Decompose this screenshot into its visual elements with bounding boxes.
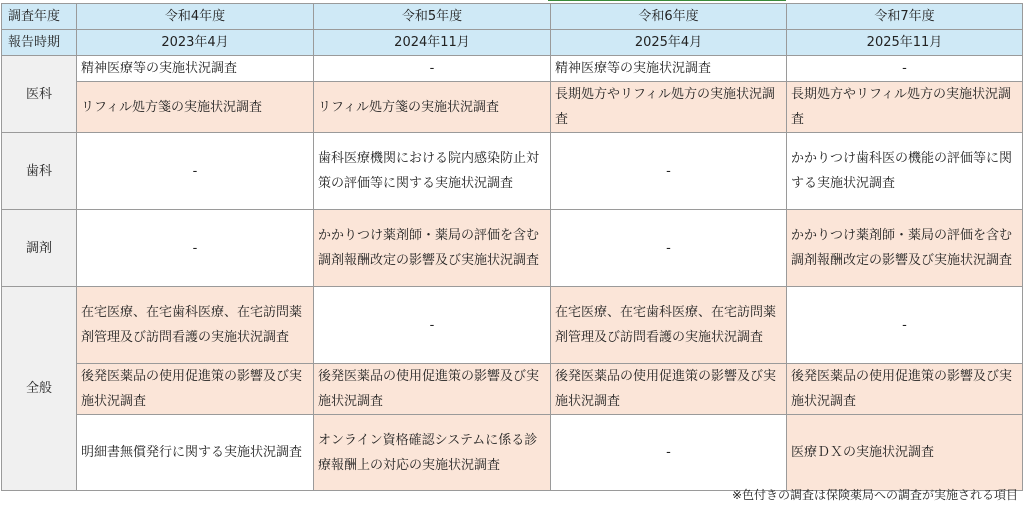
- table-cell: オンライン資格確認システムに係る診療報酬上の対応の実施状況調査: [314, 415, 551, 491]
- table-cell: 精神医療等の実施状況調査: [551, 56, 787, 82]
- table-row: [2, 287, 1023, 364]
- table-row: [2, 133, 1023, 210]
- header-period: 2023年4月: [77, 30, 314, 56]
- header-label-period: 報告時期: [2, 30, 77, 56]
- table-cell: 長期処方やリフィル処方の実施状況調査: [551, 82, 787, 133]
- table-cell: -: [787, 287, 1023, 364]
- table-cell: リフィル処方箋の実施状況調査: [314, 82, 551, 133]
- table-row: [2, 82, 1023, 133]
- category-cell-general: 全般: [2, 287, 77, 491]
- footnote: ※色付きの調査は保険薬局への調査が実施される項目: [731, 488, 1018, 502]
- table-cell: 医療ＤＸの実施状況調査: [787, 415, 1023, 491]
- table-cell: -: [77, 210, 314, 287]
- table-cell: 長期処方やリフィル処方の実施状況調査: [787, 82, 1023, 133]
- table-cell: かかりつけ歯科医の機能の評価等に関する実施状況調査: [787, 133, 1023, 210]
- table-cell: 在宅医療、在宅歯科医療、在宅訪問薬剤管理及び訪問看護の実施状況調査: [77, 287, 314, 364]
- table-cell: 後発医薬品の使用促進策の影響及び実施状況調査: [787, 364, 1023, 415]
- category-cell-dental: 歯科: [2, 133, 77, 210]
- header-period: 2024年11月: [314, 30, 551, 56]
- category-cell-medical: 医科: [2, 56, 77, 133]
- table-row: [2, 364, 1023, 415]
- table-cell: リフィル処方箋の実施状況調査: [77, 82, 314, 133]
- table-row: [2, 210, 1023, 287]
- header-year: 令和7年度: [787, 4, 1023, 30]
- header-year: 令和6年度: [551, 4, 787, 30]
- table-cell: -: [787, 56, 1023, 82]
- table-cell: かかりつけ薬剤師・薬局の評価を含む調剤報酬改定の影響及び実施状況調査: [787, 210, 1023, 287]
- table-cell: 後発医薬品の使用促進策の影響及び実施状況調査: [77, 364, 314, 415]
- table-cell: 後発医薬品の使用促進策の影響及び実施状況調査: [314, 364, 551, 415]
- table-cell: 在宅医療、在宅歯科医療、在宅訪問薬剤管理及び訪問看護の実施状況調査: [551, 287, 787, 364]
- table-cell: 歯科医療機関における院内感染防止対策の評価等に関する実施状況調査: [314, 133, 551, 210]
- table-cell: 明細書無償発行に関する実施状況調査: [77, 415, 314, 491]
- table-cell: -: [77, 133, 314, 210]
- category-cell-pharmacy: 調剤: [2, 210, 77, 287]
- header-label-year: 調査年度: [2, 4, 77, 30]
- header-period: 2025年11月: [787, 30, 1023, 56]
- header-year: 令和5年度: [314, 4, 551, 30]
- table-row: [2, 415, 1023, 491]
- table-cell: 後発医薬品の使用促進策の影響及び実施状況調査: [551, 364, 787, 415]
- header-year: 令和4年度: [77, 4, 314, 30]
- survey-table: [1, 3, 1023, 491]
- header-row-period: [2, 30, 1023, 56]
- header-period: 2025年4月: [551, 30, 787, 56]
- table-cell: かかりつけ薬剤師・薬局の評価を含む調剤報酬改定の影響及び実施状況調査: [314, 210, 551, 287]
- table-row: [2, 56, 1023, 82]
- table-cell: -: [551, 415, 787, 491]
- header-row-year: [2, 4, 1023, 30]
- table-cell: -: [314, 56, 551, 82]
- table-cell: -: [314, 287, 551, 364]
- selection-border: [548, 0, 786, 2]
- table-cell: -: [551, 133, 787, 210]
- table-cell: -: [551, 210, 787, 287]
- table-cell: 精神医療等の実施状況調査: [77, 56, 314, 82]
